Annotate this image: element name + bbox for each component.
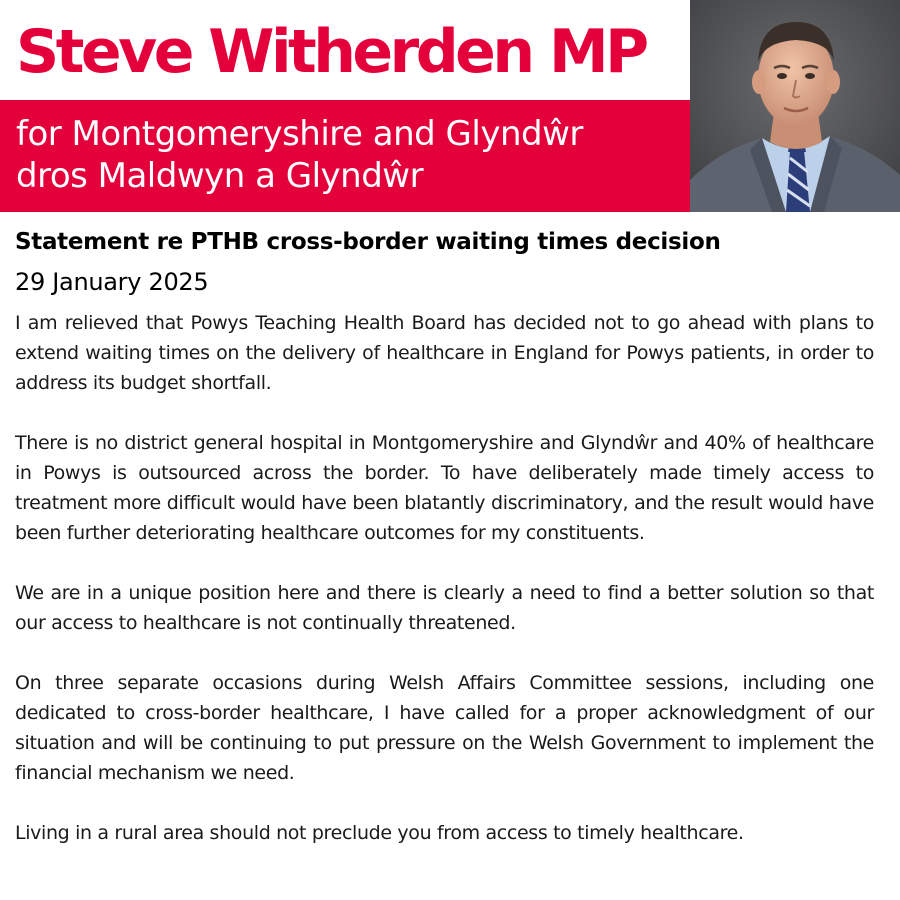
mp-name: Steve Witherden MP (16, 17, 646, 87)
mp-portrait-photo (690, 0, 900, 212)
statement-title: Statement re PTHB cross-border waiting times decision (15, 229, 721, 255)
paragraph-3: We are in a unique position here and there is clearly a need to find a better solution so that our access to healthcare is not continually threatened. (15, 582, 874, 634)
header-banner (0, 0, 900, 212)
statement-date: 29 January 2025 (15, 268, 209, 296)
paragraph-2: There is no district general hospital in Montgomeryshire and Glyndŵr and 40% of healthcare in Powys is outsourced across the border. To have deliberately made timely access to treatment more difficult would have been blatantly discriminatory, and the result would have been further deteriorating healthcare outcomes for my constituents. (15, 432, 874, 544)
statement-content (15, 222, 874, 848)
paragraph-1: I am relieved that Powys Teaching Health Board has decided not to go ahead with plans to extend waiting times on the delivery of healthcare in England for Powys patients, in order to address its budget shortfall. (15, 312, 874, 394)
paragraph-4: On three separate occasions during Welsh Affairs Committee sessions, including one dedicated to cross-border healthcare, I have called for a proper acknowledgment of our situation and will be continuing to put pressure on the Welsh Government to implement the financial mechanism we need. (15, 672, 874, 784)
paragraph-5: Living in a rural area should not preclude you from access to timely healthcare. (15, 822, 744, 844)
statement-body (15, 308, 874, 848)
constituency-welsh: dros Maldwyn a Glyndŵr (16, 156, 424, 196)
constituency-english: for Montgomeryshire and Glyndŵr (16, 114, 583, 154)
